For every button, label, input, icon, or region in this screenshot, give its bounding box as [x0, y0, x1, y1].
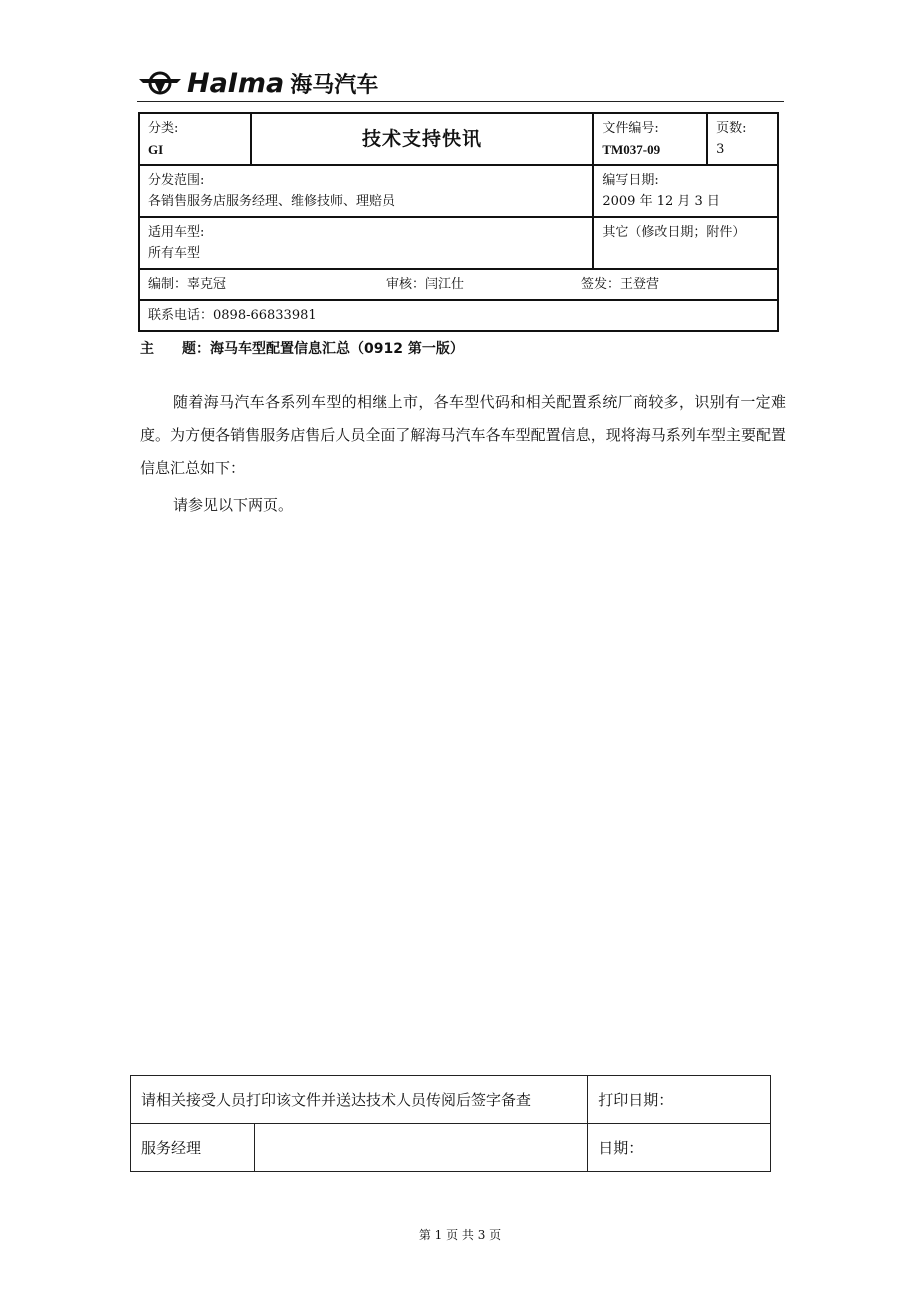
- staff-cell: [139, 269, 778, 300]
- subject-label-a: 主: [140, 341, 154, 357]
- issuer: 签发：王登营: [581, 277, 660, 292]
- document-info-table: [138, 112, 779, 332]
- body-paragraph: 随着海马汽车各系列车型的相继上市，各车型代码和相关配置系统厂商较多，识别有一定难度。为方便各销售服务店售后人员全面了解海马汽车各车型配置信息，现将海马系列车型主要配置信息汇总如下：: [140, 393, 786, 477]
- file-number-value: TM037-09: [602, 142, 661, 157]
- subject-text: 海马车型配置信息汇总（0912 第一版）: [210, 341, 464, 357]
- page-count-cell: [707, 113, 778, 165]
- reviewer: 审核：闫江仕: [386, 277, 465, 292]
- logo-wordmark: HaIma: [187, 67, 285, 99]
- other-info-cell: [593, 217, 778, 269]
- document-title: 技术支持快讯: [251, 113, 594, 165]
- company-logo: [137, 66, 378, 100]
- acknowledgement-table: [130, 1075, 771, 1172]
- written-date-label: 编写日期:: [602, 173, 659, 188]
- distribution-scope-label: 分发范围:: [148, 173, 205, 188]
- page-footer: 第 1 页 共 3 页: [418, 1228, 502, 1242]
- other-info-label: 其它（修改日期；附件）: [602, 225, 746, 240]
- haima-emblem-icon: [137, 68, 183, 98]
- body-reference: 请参见以下两页。: [173, 496, 294, 514]
- subject-line: [140, 338, 464, 358]
- acknowledgement-instruction: 请相关接受人员打印该文件并送达技术人员传阅后签字备查: [131, 1076, 588, 1124]
- written-date-value: 2009 年 12 月 3 日: [602, 194, 720, 209]
- page-count-value: 3: [716, 142, 725, 157]
- applicable-models-cell: [139, 217, 593, 269]
- file-number-cell: [593, 113, 707, 165]
- sign-date-label: 日期：: [588, 1124, 771, 1172]
- category-label: 分类:: [148, 121, 179, 136]
- logo-chinese-name: 海马汽车: [290, 72, 379, 98]
- header-divider: [137, 101, 784, 102]
- service-manager-label: 服务经理: [131, 1124, 255, 1172]
- page-count-label: 页数:: [716, 121, 747, 136]
- distribution-scope-cell: [139, 165, 593, 217]
- written-date-cell: [593, 165, 778, 217]
- contact-phone: 联系电话：0898-66833981: [139, 300, 778, 331]
- distribution-scope-value: 各销售服务店服务经理、维修技师、理赔员: [148, 194, 396, 209]
- print-date-label: 打印日期：: [588, 1076, 771, 1124]
- applicable-models-value: 所有车型: [148, 246, 201, 261]
- signature-field: [254, 1124, 587, 1172]
- subject-label-b: 题：: [182, 341, 210, 357]
- author: 编制：辜克冠: [148, 277, 227, 292]
- applicable-models-label: 适用车型:: [148, 225, 205, 240]
- category-cell: [139, 113, 251, 165]
- file-number-label: 文件编号:: [602, 121, 659, 136]
- category-value: GI: [148, 142, 164, 157]
